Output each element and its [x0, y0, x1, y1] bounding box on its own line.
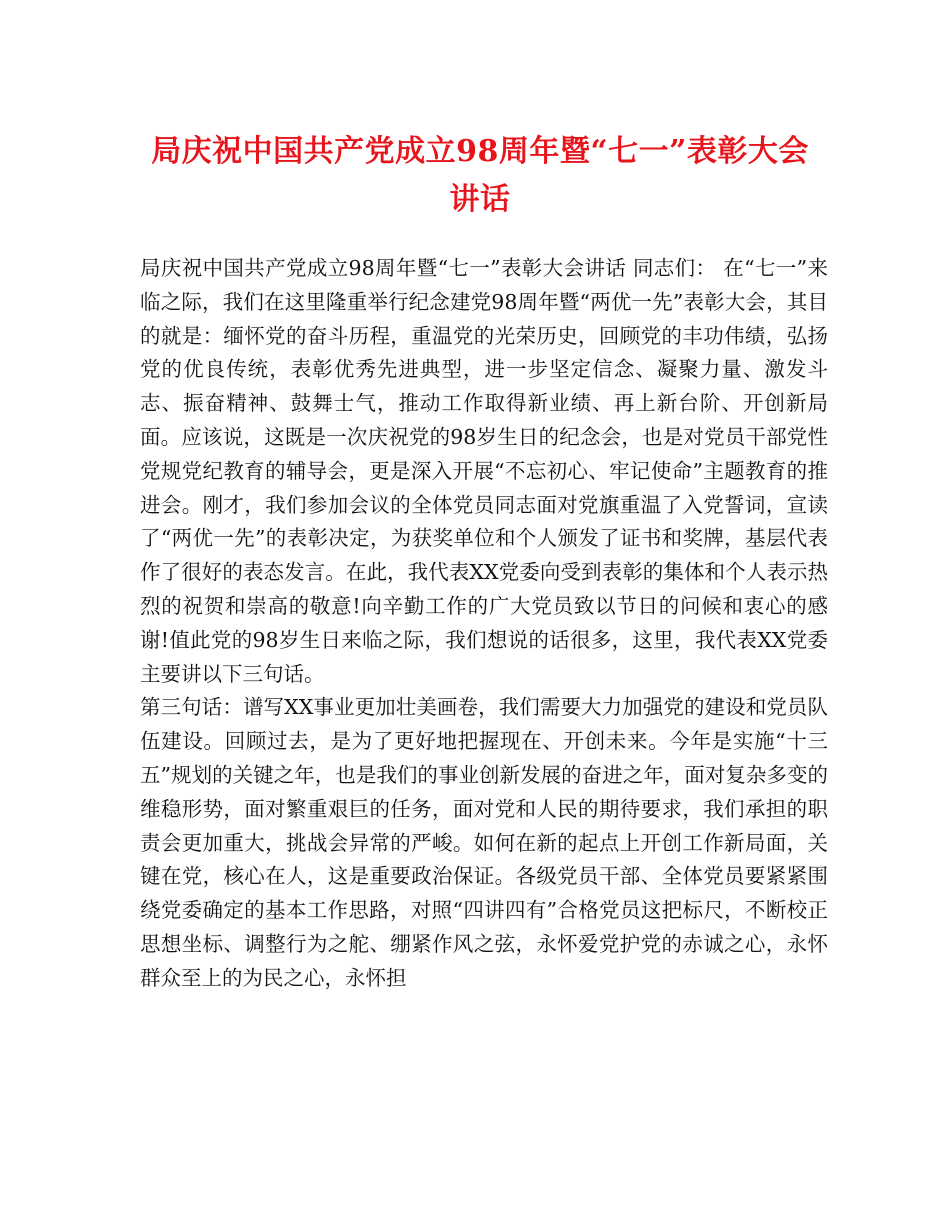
- document-title: 局庆祝中国共产党成立98周年暨“七一”表彰大会讲话: [151, 134, 809, 217]
- body-paragraph: 局庆祝中国共产党成立98周年暨“七一”表彰大会讲话 同志们： 在“七一”来临之际，我们在这里隆重举行纪念建党98周年暨“两优一先”表彰大会，其目的就是：缅怀党的奋斗历程，重温党的光荣历史，回顾党的丰功伟绩，弘扬党的优良传统，表彰优秀先进典型，进一步坚定信念、凝聚力量、激发斗志、振奋精神、鼓舞士气，推动工作取得新业绩、再上新台阶、开创新局面。应该说，这既是一次庆祝党的98岁生日的纪念会，也是对党员干部党性党规党纪教育的辅导会，更是深入开展“不忘初心、牢记使命”主题教育的推进会。刚才，我们参加会议的全体党员同志面对党旗重温了入党誓词，宣读了“两优一先”的表彰决定，为获奖单位和个人颁发了证书和奖牌，基层代表作了很好的表态发言。在此，我代表XX党委向受到表彰的集体和个人表示热烈的祝贺和崇高的敬意!向辛勤工作的广大党员致以节日的问候和衷心的感谢!值此党的98岁生日来临之际，我们想说的话很多，这里，我代表XX党委主要讲以下三句话。: [140, 256, 828, 686]
- document-body: [140, 252, 828, 996]
- body-paragraph: 第三句话：谱写XX事业更加壮美画卷，我们需要大力加强党的建设和党员队伍建设。回顾过去，是为了更好地把握现在、开创未来。今年是实施“十三五”规划的关键之年，也是我们的事业创新发展的奋进之年，面对复杂多变的维稳形势，面对繁重艰巨的任务，面对党和人民的期待要求，我们承担的职责会更加重大，挑战会异常的严峻。如何在新的起点上开创工作新局面，关键在党，核心在人，这是重要政治保证。各级党员干部、全体党员要紧紧围绕党委确定的基本工作思路，对照“四讲四有”合格党员这把标尺，不断校正思想坐标、调整行为之舵、绷紧作风之弦，永怀爱党护党的赤诚之心，永怀群众至上的为民之心，永怀担: [140, 695, 828, 990]
